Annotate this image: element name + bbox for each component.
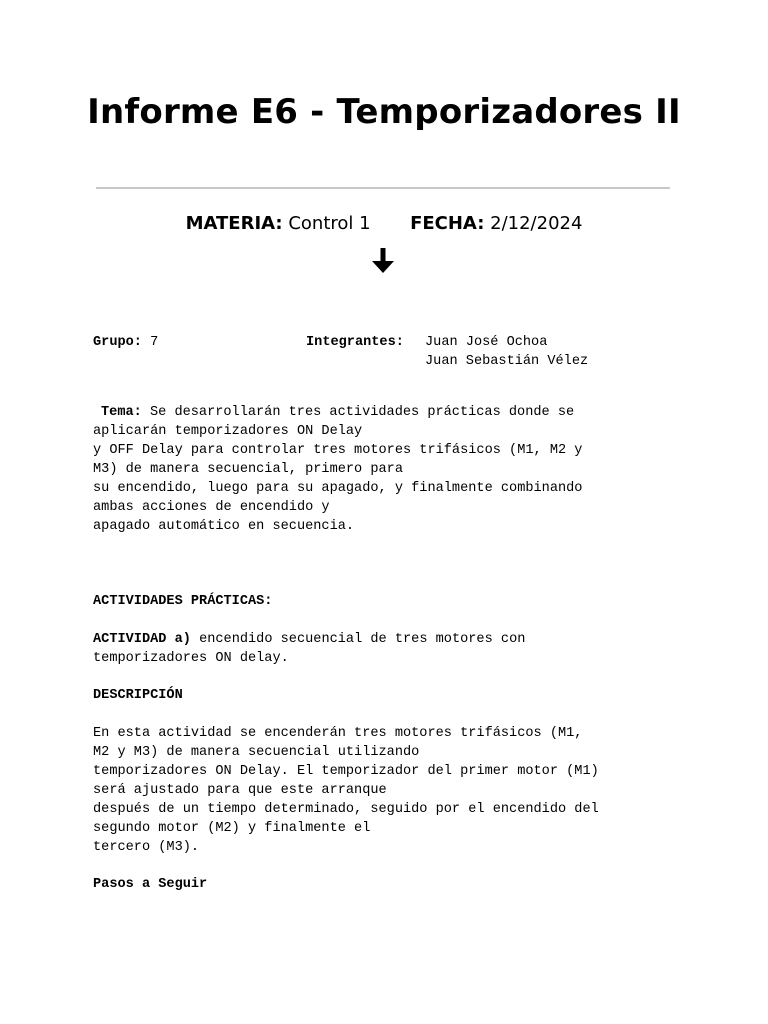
materia-label: MATERIA: (185, 213, 283, 234)
tema-line-4: M3) de manera secuencial, primero para (93, 462, 403, 477)
tema-line-2: aplicarán temporizadores ON Delay (93, 424, 363, 439)
integrante-2: Juan Sebastián Vélez (425, 354, 589, 369)
descripcion-block (93, 724, 599, 857)
integrantes-label: Integrantes: (306, 335, 404, 350)
tema-label: Tema: (101, 405, 142, 420)
descripcion-line-6: segundo motor (M2) y finalmente el (93, 821, 371, 836)
descripcion-line-1: En esta actividad se encenderán tres motores trifásicos (M1, (93, 726, 583, 741)
descripcion-line-3: temporizadores ON Delay. El temporizador del primer motor (M1) (93, 764, 599, 779)
document-title: Informe E6 - Temporizadores II (87, 92, 681, 132)
down-arrow-icon (370, 246, 396, 276)
tema-block (93, 403, 582, 536)
descripcion-line-2: M2 y M3) de manera secuencial utilizando (93, 745, 420, 760)
tema-line-6: ambas acciones de encendido y (93, 500, 330, 515)
actividad-a-block (93, 630, 525, 668)
integrante-1: Juan José Ochoa (425, 335, 548, 350)
grupo-value: 7 (150, 335, 159, 350)
tema-line-3: y OFF Delay para controlar tres motores trifásicos (M1, M2 y (93, 443, 583, 458)
actividad-a-label: ACTIVIDAD a) (93, 632, 191, 647)
tema-line-7: apagado automático en secuencia. (93, 519, 355, 534)
descripcion-line-4: será ajustado para que este arranque (93, 783, 387, 798)
tema-line-1: Se desarrollarán tres actividades prácticas donde se (149, 405, 575, 420)
materia-value: Control 1 (288, 213, 371, 234)
pasos-heading: Pasos a Seguir (93, 877, 208, 892)
grupo-label: Grupo: (93, 335, 142, 350)
tema-line-5: su encendido, luego para su apagado, y finalmente combinando (93, 481, 583, 496)
actividad-a-line-2: temporizadores ON delay. (93, 651, 289, 666)
title-divider (96, 187, 670, 189)
descripcion-line-5: después de un tiempo determinado, seguido por el encendido del (93, 802, 599, 817)
actividad-a-line-1: encendido secuencial de tres motores con (199, 632, 526, 647)
descripcion-heading: DESCRIPCIÓN (93, 688, 183, 703)
fecha-label: FECHA: (410, 213, 485, 234)
descripcion-line-7: tercero (M3). (93, 840, 200, 855)
actividades-heading: ACTIVIDADES PRÁCTICAS: (93, 594, 273, 609)
grupo-row (93, 333, 158, 352)
meta-line (0, 210, 768, 238)
fecha-value: 2/12/2024 (490, 213, 583, 234)
